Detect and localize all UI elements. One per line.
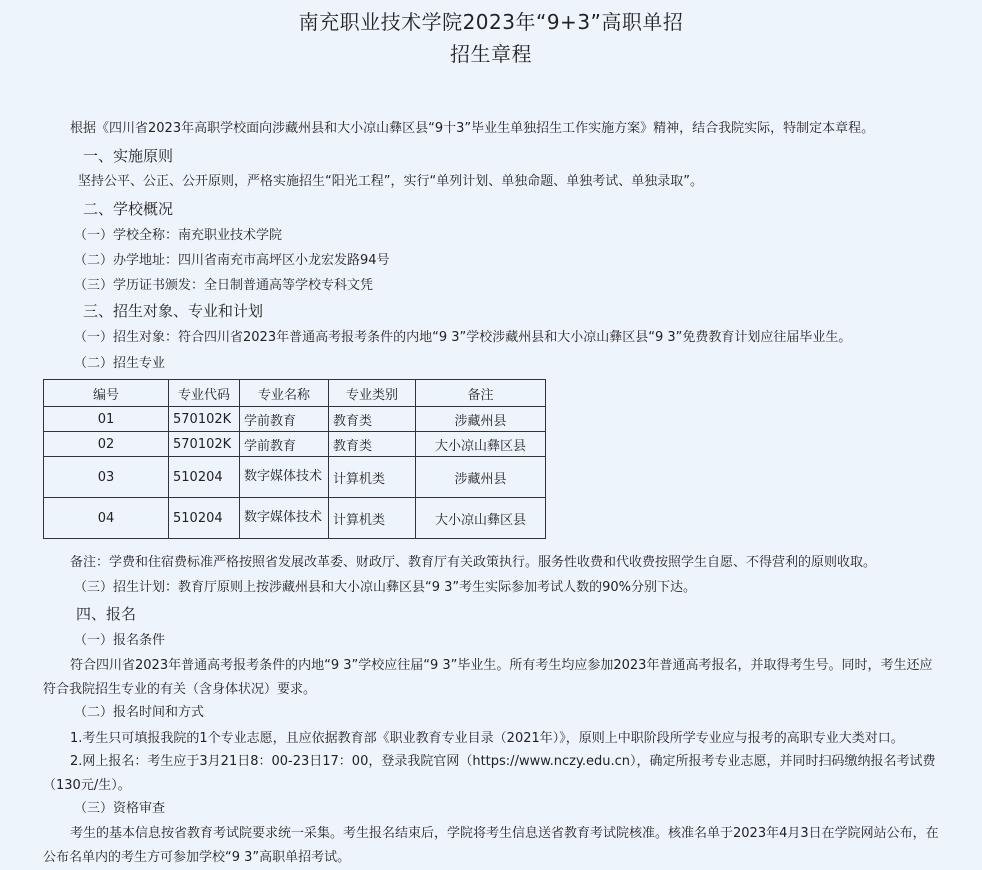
table-row — [44, 407, 546, 432]
table-cell: 学前教育 — [240, 407, 329, 432]
table-cell: 教育类 — [329, 432, 416, 457]
intro-paragraph: 根据《四川省2023年高职学校面向涉藏州县和大小凉山彝区县“9十3”毕业生单独招生工作实施方案》精神，结合我院实际，特制定本章程。 — [70, 121, 875, 136]
review-text: 考生的基本信息按省教育考试院要求统一采集。考生报名结束后，学院将考生信息送省教育考试院核准。核准名单于2023年4月3日在学院网站公布，在公布名单内的考生方可参加学校“9 3”高职单招考试。 — [43, 826, 939, 865]
column-header: 专业名称 — [240, 380, 329, 407]
time-label: （二）报名时间和方式 — [74, 705, 205, 720]
fee-note: 备注：学费和住宿费标准严格按照省发展改革委、财政厅、教育厅有关政策执行。服务性收费和代收费按照学生自愿、不得营利的原则收取。 — [70, 555, 877, 570]
table-cell: 数字媒体技术 — [240, 498, 329, 539]
table-row — [44, 498, 546, 539]
diploma-item: （三）学历证书颁发：全日制普通高等学校专科文凭 — [74, 278, 374, 293]
section4-heading: 四、报名 — [76, 605, 137, 623]
conditions-text: 符合四川省2023年普通高考报考条件的内地“9 3”学校应往届“9 3”毕业生。所有考生均应参加2023年普通高考报名，并取得考生号。同时，考生还应符合我院招生专业的有关（含身体状况）要求。 — [43, 658, 933, 697]
section3-heading: 三、招生对象、专业和计划 — [83, 302, 264, 320]
page-title: 南充职业技术学院2023年“9+3”高职单招 — [298, 10, 684, 34]
conditions-label: （一）报名条件 — [74, 633, 166, 648]
time-item-1: 1.考生只可填报我院的1个专业志愿，且应依据教育部《职业教育专业目录（2021年）》，原则上中职阶段所学专业应与报考的高职专业大类对口。 — [70, 731, 904, 746]
review-label: （三）资格审查 — [74, 801, 166, 816]
column-header: 专业代码 — [169, 380, 240, 407]
table-cell: 计算机类 — [329, 498, 416, 539]
time-item-2: 2.网上报名：考生应于3月21日8：00-23日17：00，登录我院官网（https://www.nczy.edu.cn），确定所报考专业志愿，并同时扫码缴纳报名考试费（130元/生）。 — [43, 754, 936, 793]
table-cell: 计算机类 — [329, 457, 416, 498]
column-header: 编号 — [44, 380, 169, 407]
table-cell: 大小凉山彝区县 — [416, 432, 546, 457]
column-header: 专业类别 — [329, 380, 416, 407]
school-address-item: （二）办学地址：四川省南充市高坪区小龙宏发路94号 — [74, 253, 390, 268]
page-subtitle: 招生章程 — [450, 42, 532, 66]
table-cell: 教育类 — [329, 407, 416, 432]
section1-text: 坚持公平、公正、公开原则，严格实施招生“阳光工程”，实行“单列计划、单独命题、单独考试、单独录取”。 — [78, 174, 703, 189]
table-cell: 01 — [44, 407, 169, 432]
table-header-row — [44, 380, 546, 407]
table-cell: 570102K — [169, 432, 240, 457]
table-cell: 510204 — [169, 498, 240, 539]
table-cell: 涉藏州县 — [416, 457, 546, 498]
table-cell: 570102K — [169, 407, 240, 432]
table-cell: 510204 — [169, 457, 240, 498]
table-cell: 03 — [44, 457, 169, 498]
table-row — [44, 432, 546, 457]
plan-text: （三）招生计划：教育厅原则上按涉藏州县和大小凉山彝区县“9 3”考生实际参加考试人数的90%分别下达。 — [74, 580, 697, 595]
target-text: （一）招生对象：符合四川省2023年普通高考报考条件的内地“9 3”学校涉藏州县和大小凉山彝区县“9 3”免费教育计划应往届毕业生。 — [74, 330, 852, 345]
section2-heading: 二、学校概况 — [83, 200, 174, 218]
table-cell: 大小凉山彝区县 — [416, 498, 546, 539]
table-row — [44, 457, 546, 498]
table-cell: 数字媒体技术 — [240, 457, 329, 498]
section1-heading: 一、实施原则 — [83, 147, 174, 165]
table-cell: 涉藏州县 — [416, 407, 546, 432]
school-name-item: （一）学校全称：南充职业技术学院 — [74, 228, 283, 243]
table-cell: 04 — [44, 498, 169, 539]
table-cell: 02 — [44, 432, 169, 457]
table-cell: 学前教育 — [240, 432, 329, 457]
column-header: 备注 — [416, 380, 546, 407]
majors-table — [43, 379, 546, 539]
majors-label: （二）招生专业 — [74, 356, 166, 371]
